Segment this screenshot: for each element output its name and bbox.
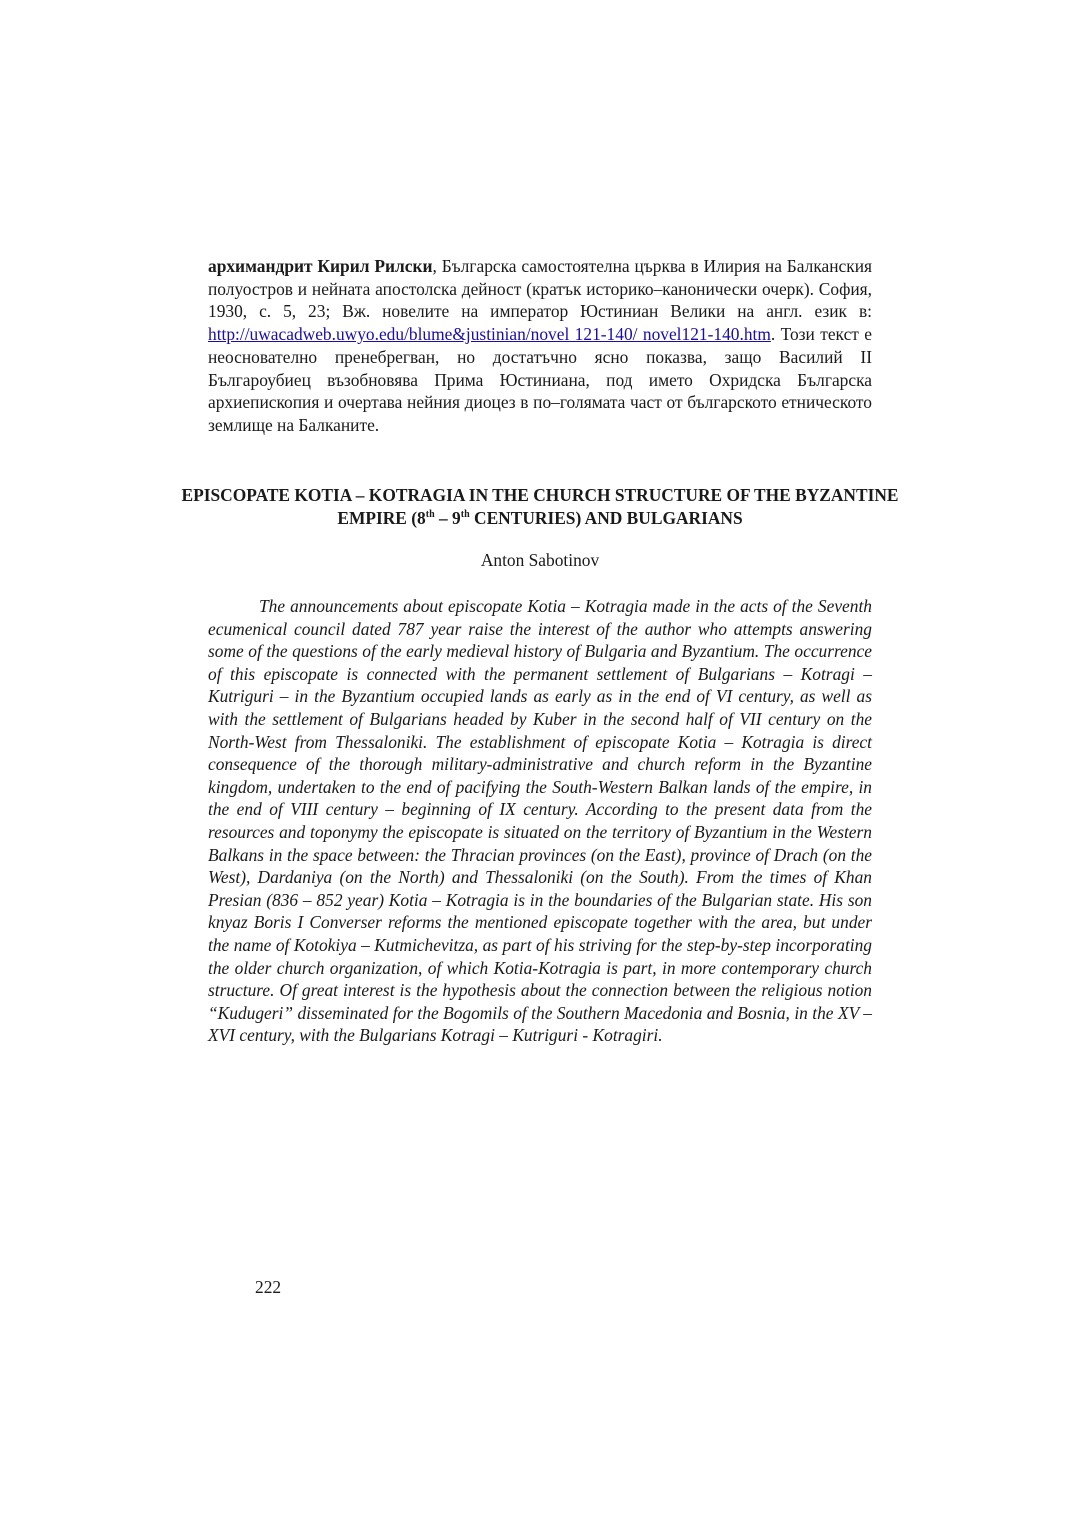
article-author: Anton Sabotinov (480, 550, 600, 570)
title-sup-1: th (425, 509, 435, 521)
article-abstract: The announcements about episcopate Kotia – Kotragia made in the acts of the Seventh ecumenical council dated 787 year raise the interest of the author who attempts answering some of the questions of the early medieval history of Bulgaria and Byzantium. The occurrence of this episcopate is connected with the permanent settlement of Bulgarians – Kotragi – Kutriguri – in the Byzantium occupied lands as early as in the end of VI century, as well as with the settlement of Bulgarians headed by Kuber in the second half of VII century on the North-West from Thessaloniki. The establishment of episcopate Kotia – Kotragia is direct consequence of the thorough military-administrative and church reform in the Byzantine kingdom, undertaken to the end of pacifying the South-Western Balkan lands of the empire, in the end of VIII century – beginning of IX century. According to the present data from the resources and toponymy the episcopate is situated on the territory of Byzantium in the Western Balkans in the space between: the Thracian provinces (on the East), province of Drach (on the West), Dardaniya (on the North) and Thessaloniki (on the South). From the times of Khan Presian (836 – 852 year) Kotia – Kotragia is in the boundaries of the Bulgarian state. His son knyaz Boris I Converser reforms the mentioned episcopate together with the area, but under the name of Kotokiya – Kutmichevitza, as part of his striving for the step-by-step incorporating the older church organization, of which Kotia-Kotragia is part, in more contemporary church structure. Of great interest is the hypothesis about the connection between the religious notion “Kudugeri” disseminated for the Bogomils of the Southern Macedonia and Bosnia, in the XV – XVI century, with the Bulgarians Kotragi – Kutriguri - Kotragiri. (208, 596, 872, 1046)
title-sup-2: th (460, 509, 470, 521)
article-title (180, 484, 900, 530)
footnote-text-1: , Българска самостоятелна църква в Илирия на Балканския полуостров и нейната апостолска дейност (кратък историко–канонически очерк). София, 1930, с. 5, 23; Вж. новелите на император Юстиниан Велики на англ. език в: (208, 256, 873, 322)
title-part-2: – 9 (434, 508, 461, 528)
footnote (208, 255, 872, 437)
page-number: 222 (255, 1277, 282, 1297)
title-part-3: CENTURIES) AND BULGARIANS (469, 508, 743, 528)
footnote-author: архимандрит Кирил Рилски (208, 256, 433, 276)
title-part-1: EPISCOPATE KOTIA – KOTRAGIA IN THE CHURCH STRUCTURE OF THE BYZANTINE EMPIRE (8 (181, 485, 899, 528)
footnote-link[interactable]: http://uwacadweb.uwyo.edu/blume&justinian/novel 121-140/ novel121-140.htm (208, 324, 771, 345)
footnote-text-2: . Този текст е неоснователно пренебрегван, но достатъчно ясно показва, защо Василий II Българоубиец възобновява Прима Юстиниана, под името Охридска Българска архиепископия и очертава нейния диоцез в по–голямата част от българското етническото землище на Балканите. (208, 324, 873, 435)
